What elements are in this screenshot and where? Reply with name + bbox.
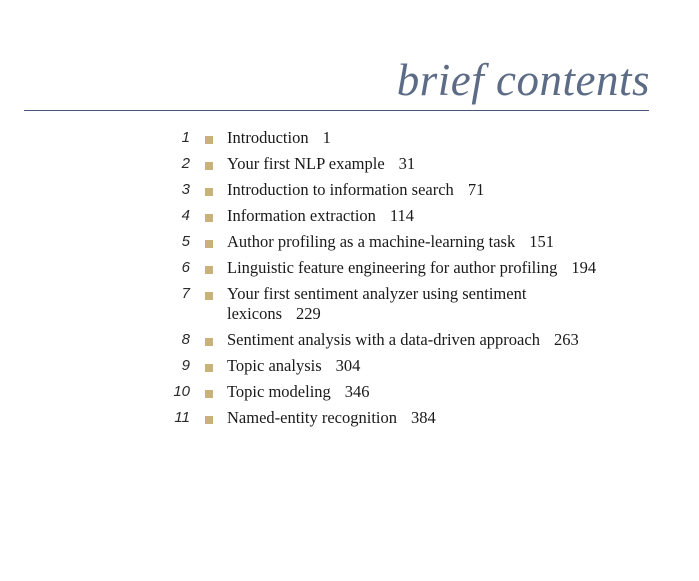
chapter-title[interactable]: Introduction xyxy=(227,128,309,147)
chapter-title[interactable]: Your first sentiment analyzer using sentiment lexicons xyxy=(227,284,527,323)
toc-entry[interactable] xyxy=(150,406,670,432)
chapter-title[interactable]: Topic modeling xyxy=(227,382,331,401)
chapter-number: 10 xyxy=(173,383,190,400)
toc-entry[interactable] xyxy=(150,126,670,152)
chapter-number: 5 xyxy=(181,233,190,250)
chapter-number: 1 xyxy=(181,129,190,146)
chapter-title[interactable]: Named-entity recognition xyxy=(227,408,397,427)
toc-entry[interactable] xyxy=(150,230,670,256)
chapter-page-number: 346 xyxy=(344,382,370,401)
chapter-number: 2 xyxy=(181,155,190,172)
chapter-page-number: 1 xyxy=(322,128,331,147)
toc-entry[interactable] xyxy=(150,178,670,204)
table-of-contents xyxy=(150,126,670,432)
chapter-number: 9 xyxy=(181,357,190,374)
title-divider xyxy=(24,110,649,111)
toc-entry[interactable] xyxy=(150,354,670,380)
chapter-page-number: 71 xyxy=(467,180,485,199)
chapter-page-number: 194 xyxy=(571,258,597,277)
square-bullet-icon xyxy=(205,390,213,398)
chapter-title[interactable]: Sentiment analysis with a data-driven approach xyxy=(227,330,540,349)
square-bullet-icon xyxy=(205,214,213,222)
toc-entry[interactable] xyxy=(150,152,670,178)
square-bullet-icon xyxy=(205,266,213,274)
chapter-number: 8 xyxy=(181,331,190,348)
chapter-title[interactable]: Information extraction xyxy=(227,206,376,225)
chapter-page-number: 114 xyxy=(389,206,415,225)
square-bullet-icon xyxy=(205,416,213,424)
chapter-title[interactable]: Author profiling as a machine-learning task xyxy=(227,232,516,251)
page-title: brief contents xyxy=(396,55,650,105)
chapter-page-number: 384 xyxy=(411,408,436,427)
chapter-page-number: 31 xyxy=(398,154,416,173)
chapter-number: 4 xyxy=(181,207,190,224)
chapter-title[interactable]: Topic analysis xyxy=(227,356,322,375)
toc-entry[interactable] xyxy=(150,282,670,328)
square-bullet-icon xyxy=(205,188,213,196)
chapter-title[interactable]: Introduction to information search xyxy=(227,180,454,199)
chapter-page-number: 304 xyxy=(335,356,361,375)
square-bullet-icon xyxy=(205,136,213,144)
chapter-number: 7 xyxy=(181,285,190,302)
chapter-number: 3 xyxy=(181,181,190,198)
chapter-number: 6 xyxy=(181,259,190,276)
toc-entry[interactable] xyxy=(150,380,670,406)
chapter-page-number: 263 xyxy=(553,330,579,349)
chapter-title[interactable]: Your first NLP example xyxy=(227,154,385,173)
square-bullet-icon xyxy=(205,364,213,372)
chapter-title[interactable]: Linguistic feature engineering for author profiling xyxy=(227,258,558,277)
chapter-page-number: 229 xyxy=(296,304,321,323)
chapter-number: 11 xyxy=(174,409,190,426)
chapter-page-number: 151 xyxy=(529,232,554,251)
square-bullet-icon xyxy=(205,338,213,346)
toc-entry[interactable] xyxy=(150,204,670,230)
square-bullet-icon xyxy=(205,240,213,248)
toc-entry[interactable] xyxy=(150,328,670,354)
square-bullet-icon xyxy=(205,162,213,170)
square-bullet-icon xyxy=(205,292,213,300)
toc-entry[interactable] xyxy=(150,256,670,282)
